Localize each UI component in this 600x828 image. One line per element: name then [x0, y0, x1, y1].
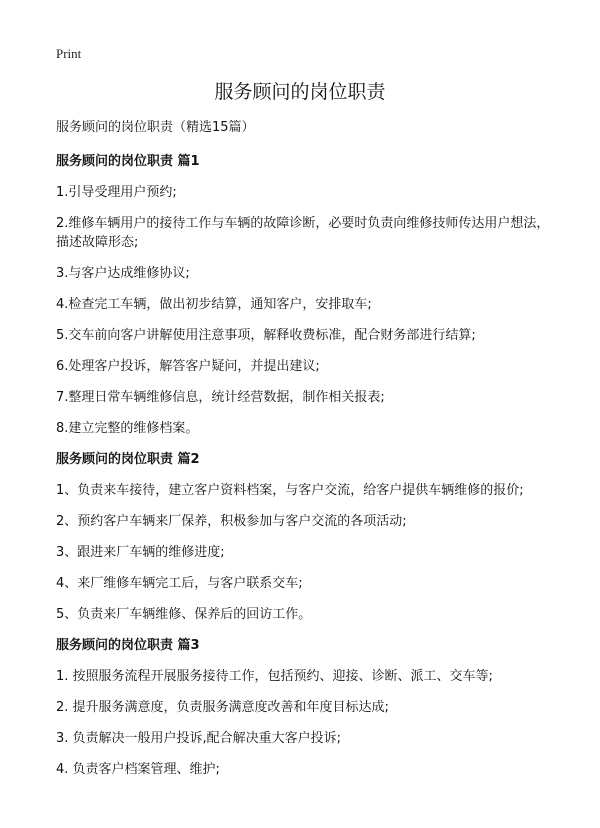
- list-item: 2.维修车辆用户的接待工作与车辆的故障诊断，必要时负责向维修技师传达用户想法，描述故障形态;: [56, 216, 550, 250]
- list-item: 1.引导受理用户预约;: [56, 185, 177, 200]
- list-item: 2. 提升服务满意度，负责服务满意度改善和年度目标达成;: [56, 700, 389, 715]
- list-item: 4、来厂维修车辆完工后，与客户联系交车;: [56, 576, 303, 591]
- list-item: 3. 负责解决一般用户投诉,配合解决重大客户投诉;: [56, 731, 342, 746]
- list-item: 3、跟进来厂车辆的维修进度;: [56, 545, 225, 560]
- list-item: 5、负责来厂车辆维修、保养后的回访工作。: [56, 607, 312, 622]
- list-item: 3.与客户达成维修协议;: [56, 266, 190, 281]
- print-link[interactable]: Print: [56, 46, 82, 61]
- list-item: 1、负责来车接待，建立客户资料档案，与客户交流，给客户提供车辆维修的报价;: [56, 483, 524, 498]
- list-item: 1. 按照服务流程开展服务接待工作，包括预约、迎接、诊断、派工、交车等;: [56, 669, 493, 684]
- section-1: [56, 152, 556, 438]
- document-subtitle: 服务顾问的岗位职责（精选15篇）: [56, 120, 255, 135]
- list-item: 6.处理客户投诉，解答客户疑问，并提出建议;: [56, 359, 320, 374]
- list-item: 4.检查完工车辆，做出初步结算，通知客户，安排取车;: [56, 297, 372, 312]
- section-3: [56, 636, 556, 779]
- document-body: [56, 118, 556, 791]
- section-heading: 服务顾问的岗位职责 篇3: [56, 638, 200, 653]
- list-item: 7.整理日常车辆维修信息，统计经营数据，制作相关报表;: [56, 390, 385, 405]
- page-title: 服务顾问的岗位职责: [214, 81, 386, 103]
- list-item: 4. 负责客户档案管理、维护;: [56, 762, 220, 777]
- section-heading: 服务顾问的岗位职责 篇1: [56, 154, 200, 169]
- list-item: 8.建立完整的维修档案。: [56, 421, 199, 436]
- section-2: [56, 450, 556, 624]
- list-item: 2、预约客户车辆来厂保养，积极参加与客户交流的各项活动;: [56, 514, 407, 529]
- section-heading: 服务顾问的岗位职责 篇2: [56, 452, 200, 467]
- list-item: 5.交车前向客户讲解使用注意事项，解释收费标准，配合财务部进行结算;: [56, 328, 476, 343]
